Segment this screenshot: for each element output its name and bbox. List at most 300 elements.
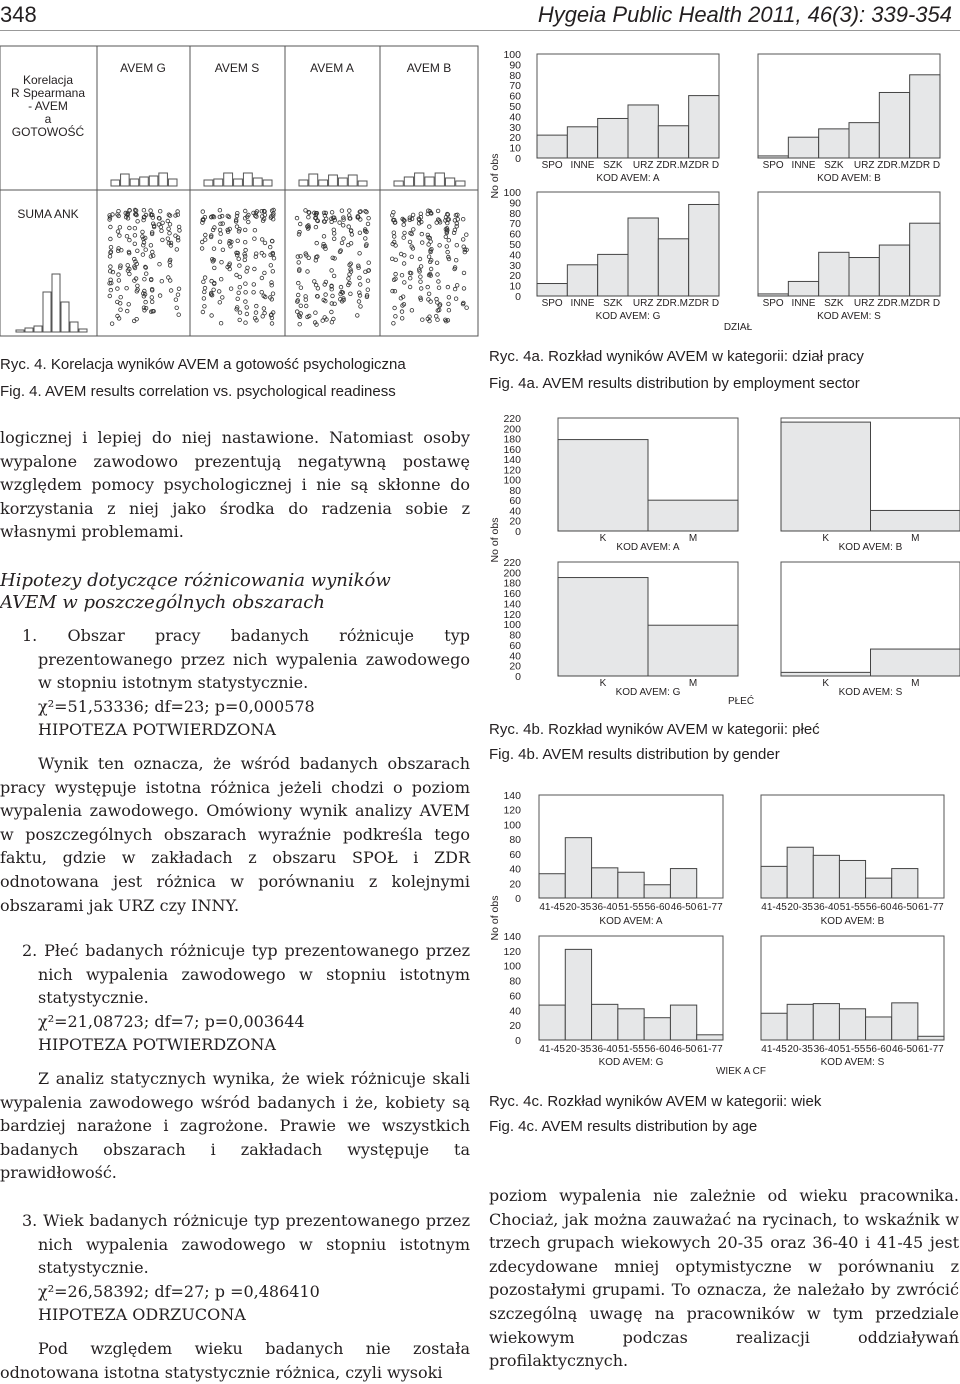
fig4c-panel-frame [761, 795, 944, 898]
fig4-scatter-point [116, 300, 120, 304]
fig4-scatter-point [314, 216, 318, 220]
fig4a-ytick-label: 60 [509, 91, 521, 103]
fig4-scatter-point [403, 281, 407, 285]
fig4-scatter-point [202, 218, 206, 222]
fig4-scatter-point [210, 279, 214, 283]
fig4-scatter-point [402, 236, 406, 240]
fig4-scatter-point [124, 211, 128, 215]
fig4-scatter-point [219, 222, 223, 226]
fig4-scatter-point [243, 228, 247, 232]
fig4c-caption-pl: Ryc. 4c. Rozkład wyników AVEM w kategorii: wiek [489, 1093, 821, 1110]
fig4-scatter-point [238, 318, 242, 322]
fig4a-category-label: ZDR D [910, 298, 941, 309]
fig4-hist-bar [329, 175, 338, 186]
fig4-scatter-point [167, 276, 171, 280]
fig4-scatter-point [437, 308, 441, 312]
fig4-scatter-point [403, 219, 407, 223]
fig4-scatter-point [418, 257, 422, 261]
fig4-scatter-point [169, 244, 173, 248]
fig4-scatter-point [412, 228, 416, 232]
fig4-scatter-point [330, 220, 334, 224]
fig4-scatter-point [202, 218, 206, 222]
fig4-scatter-point [218, 208, 222, 212]
fig4-scatter-point [298, 268, 302, 272]
fig4-scatter-point [260, 215, 264, 219]
fig4-scatter-point [324, 280, 328, 284]
fig4-scatter-point [455, 222, 459, 226]
fig4-scatter-point [236, 297, 240, 301]
fig4-column-label: AVEM B [407, 61, 451, 75]
fig4-scatter-point [119, 264, 123, 268]
fig4-scatter-point [453, 219, 457, 223]
fig4-scatter-point [420, 220, 424, 224]
fig4-scatter-point [314, 212, 318, 216]
fig4-scatter-point [201, 310, 205, 314]
fig4a-bar [879, 245, 909, 296]
fig4-scatter-point [220, 260, 224, 264]
fig4-scatter-point [408, 218, 412, 222]
fig4c-category-label: 51-55 [840, 1044, 866, 1055]
fig4-scatter-point [314, 213, 318, 217]
fig4-scatter-point [213, 266, 217, 270]
fig4c-category-label: 56-60 [866, 902, 892, 913]
fig4-scatter-point [436, 301, 440, 305]
fig4-hist-bar [25, 328, 33, 332]
fig4c-bar [866, 1017, 892, 1040]
fig4a-chart [489, 49, 940, 333]
fig4c-ytick-label: 20 [509, 1020, 521, 1032]
fig4-scatter-point [149, 213, 153, 217]
fig4-scatter-point [349, 270, 353, 274]
fig4-scatter-point [211, 214, 215, 218]
fig4-row-label: SUMA ANK [17, 207, 78, 221]
fig4-scatter-point [307, 224, 311, 228]
fig4-scatter-point [364, 244, 368, 248]
fig4-scatter-point [143, 289, 147, 293]
fig4-scatter-point [160, 279, 164, 283]
fig4-hist-bar [394, 181, 403, 186]
fig4-hist-bar [121, 174, 130, 186]
fig4a-bar [658, 239, 688, 296]
fig4-scatter-point [324, 247, 328, 251]
fig4a-bar [628, 105, 658, 158]
fig4-scatter-point [435, 297, 439, 301]
fig4c-ylabel: No of obs [489, 896, 501, 941]
fig4-scatter-point [434, 314, 438, 318]
fig4-scatter-point [307, 211, 311, 215]
fig4-scatter-point [227, 215, 231, 219]
fig4c-bar [866, 878, 892, 898]
fig4-scatter-point [169, 289, 173, 293]
fig4-scatter-point [135, 213, 139, 217]
fig4-scatter-point [347, 243, 351, 247]
fig4c-category-label: 46-50 [892, 1044, 918, 1055]
fig4-scatter-point [174, 298, 178, 302]
fig4-hist-bar [358, 181, 367, 186]
fig4a-category-label: ZDR D [689, 160, 720, 171]
fig4-scatter-point [243, 240, 247, 244]
fig4-scatter-point [119, 308, 123, 312]
fig4-scatter-point [419, 280, 423, 284]
fig4-scatter-point [128, 208, 132, 212]
fig4-scatter-point [149, 255, 153, 259]
fig4-scatter-point [462, 245, 466, 249]
fig4-scatter-point [339, 249, 343, 253]
fig4b-caption-en: Fig. 4b. AVEM results distribution by gender [489, 746, 780, 763]
chi-square-result: χ²=26,58392; df=27; p =0,486410 [0, 1280, 470, 1304]
fig4b-category-label: M [911, 678, 919, 689]
fig4-scatter-point [399, 296, 403, 300]
fig4c-category-label: 41-45 [761, 902, 787, 913]
fig4-scatter-point [136, 249, 140, 253]
fig4a-xlabel: DZIAŁ [724, 322, 753, 333]
fig4-scatter-point [151, 250, 155, 254]
fig4-scatter-point [254, 304, 258, 308]
fig4-scatter-point [210, 215, 214, 219]
fig4-scatter-point [268, 245, 272, 249]
fig4-scatter-point [428, 225, 432, 229]
fig4-scatter-point [151, 216, 155, 220]
fig4-hist-bar [263, 180, 272, 186]
fig4c-category-label: 36-40 [814, 1044, 840, 1055]
fig4-scatter-point [332, 216, 336, 220]
hypothesis-item: 2. Płeć badanych różnicuje typ prezentowanego przez nich wypalenia zawodowego w stopniu istotnym statystycznie. [0, 939, 470, 1010]
fig4-scatter-point [428, 236, 432, 240]
fig4-scatter-point [128, 209, 132, 213]
fig4-scatter-point [428, 260, 432, 264]
fig4-hist-bar [130, 179, 139, 186]
fig4b-ytick-label: 120 [503, 609, 521, 621]
fig4c-ytick-label: 80 [509, 976, 521, 988]
fig4c-panel-frame [539, 936, 723, 1040]
fig4-scatter-point [411, 247, 415, 251]
fig4a-bar [758, 156, 788, 158]
fig4b-panel-frame [781, 418, 960, 531]
fig4-scatter-point [270, 313, 274, 317]
fig4-scatter-point [128, 226, 132, 230]
fig4-scatter-point [461, 302, 465, 306]
fig4-scatter-point [324, 293, 328, 297]
fig4-hist-bar [404, 177, 413, 186]
fig4-scatter-point [128, 267, 132, 271]
fig4-scatter-point [238, 264, 242, 268]
fig4-scatter-point [151, 213, 155, 217]
fig4-scatter-point [363, 228, 367, 232]
fig4a-ytick-label: 20 [509, 270, 521, 282]
fig4-scatter-point [461, 238, 465, 242]
fig4-scatter-point [143, 309, 147, 313]
fig4-scatter-point [133, 265, 137, 269]
fig4c-chart [489, 790, 944, 1077]
chi-square-result: χ²=51,53336; df=23; p=0,000578 [0, 695, 470, 719]
fig4-scatter-point [438, 244, 442, 248]
fig4-scatter-point [210, 314, 214, 318]
fig4-scatter-point [144, 300, 148, 304]
fig4-scatter-point [394, 272, 398, 276]
fig4-scatter-point [174, 234, 178, 238]
fig4-scatter-point [364, 237, 368, 241]
fig4-scatter-point [304, 295, 308, 299]
fig4-scatter-point [427, 243, 431, 247]
fig4a-panel-name: KOD AVEM: B [817, 173, 881, 184]
fig4-hist-bar [159, 173, 168, 186]
fig4b-bar [781, 422, 871, 531]
fig4-scatter-point [177, 287, 181, 291]
fig4a-bar [849, 123, 879, 158]
fig4b-category-label: M [689, 533, 697, 544]
fig4-scatter-point [117, 279, 121, 283]
fig4-scatter-point [394, 277, 398, 281]
hypothesis-verdict: HIPOTEZA POTWIERDZONA [0, 718, 470, 742]
fig4-scatter-point [168, 231, 172, 235]
fig4-scatter-point [108, 218, 112, 222]
fig4-scatter-point [417, 222, 421, 226]
fig4-scatter-point [168, 214, 172, 218]
fig4-scatter-point [316, 219, 320, 223]
fig4-scatter-point [313, 280, 317, 284]
fig4-scatter-point [234, 220, 238, 224]
fig4-scatter-point [260, 238, 264, 242]
fig4-scatter-point [230, 240, 234, 244]
fig4-scatter-point [392, 278, 396, 282]
fig4-scatter-point [108, 216, 112, 220]
fig4-scatter-point [427, 292, 431, 296]
fig4a-category-label: INNE [792, 160, 816, 171]
fig4-scatter-point [444, 318, 448, 322]
fig4-scatter-point [436, 309, 440, 313]
fig4-scatter-point [429, 250, 433, 254]
fig4-scatter-point [332, 237, 336, 241]
fig4-scatter-point [408, 240, 412, 244]
fig4-scatter-point [143, 215, 147, 219]
fig4a-bar [537, 135, 567, 158]
fig4-scatter-point [453, 267, 457, 271]
fig4-scatter-point [150, 296, 154, 300]
fig4c-bar [670, 869, 696, 898]
fig4b-ytick-label: 0 [515, 526, 521, 538]
fig4-scatter-point [157, 216, 161, 220]
fig4-hist-bar [168, 179, 177, 186]
fig4-scatter-point [235, 306, 239, 310]
fig4-scatter-point [445, 227, 449, 231]
fig4-scatter-point [349, 229, 353, 233]
fig4-hist-bar [425, 177, 434, 186]
fig4-scatter-point [307, 226, 311, 230]
fig4-scatter-point [349, 217, 353, 221]
fig4-scatter-point [307, 210, 311, 214]
fig4-scatter-point [419, 265, 423, 269]
fig4-scatter-point [127, 303, 131, 307]
fig4-scatter-point [143, 277, 147, 281]
fig4-scatter-point [322, 220, 326, 224]
fig4-scatter-point [446, 212, 450, 216]
fig4-scatter-point [315, 241, 319, 245]
fig4-scatter-point [313, 211, 317, 215]
fig4-hist-bar [70, 322, 78, 332]
fig4-scatter-point [219, 277, 223, 281]
fig4-scatter-point [203, 286, 207, 290]
fig4-scatter-point [157, 223, 161, 227]
fig4-scatter-point [436, 318, 440, 322]
fig4-scatter-point [463, 248, 467, 252]
fig4-scatter-point [401, 304, 405, 308]
fig4c-ytick-label: 60 [509, 849, 521, 861]
fig4a-bar [819, 252, 849, 296]
fig4-scatter-point [143, 293, 147, 297]
fig4-scatter-point [245, 270, 249, 274]
fig4-scatter-point [176, 293, 180, 297]
fig4-scatter-point [263, 295, 267, 299]
fig4-scatter-point [229, 245, 233, 249]
fig4c-bar [644, 885, 670, 898]
fig4-scatter-point [429, 211, 433, 215]
fig4-scatter-point [144, 248, 148, 252]
fig4-scatter-point [126, 264, 130, 268]
fig4-scatter-point [150, 289, 154, 293]
fig4-scatter-point [111, 270, 115, 274]
fig4-scatter-point [453, 228, 457, 232]
fig4-scatter-point [323, 316, 327, 320]
fig4c-bar [761, 866, 787, 898]
fig4c-panel-name: KOD AVEM: S [821, 1057, 885, 1068]
fig4-scatter-point [245, 312, 249, 316]
fig4-scatter-point [295, 216, 299, 220]
fig4a-ytick-label: 50 [509, 239, 521, 251]
fig4b-xlabel: PŁEĆ [728, 694, 754, 707]
fig4-hist-bar [348, 175, 357, 186]
fig4-scatter-point [142, 208, 146, 212]
fig4c-panel-name: KOD AVEM: B [821, 916, 885, 927]
fig4b-panel-frame [558, 562, 738, 676]
fig4c-bar [918, 1036, 944, 1040]
fig4c-category-label: 61-77 [697, 1044, 723, 1055]
fig4a-ytick-label: 90 [509, 197, 521, 209]
fig4-scatter-point [330, 287, 334, 291]
fig4-scatter-point [324, 217, 328, 221]
fig4-scatter-point [366, 279, 370, 283]
fig4b-panel-name: KOD AVEM: B [839, 542, 903, 553]
fig4-scatter-point [454, 213, 458, 217]
fig4-scatter-point [136, 288, 140, 292]
fig4-scatter-point [427, 209, 431, 213]
fig4-scatter-point [133, 226, 137, 230]
fig4-scatter-point [117, 209, 121, 213]
fig4-hist-bar [214, 179, 223, 186]
fig4a-panel-name: KOD AVEM: G [596, 311, 661, 322]
fig4a-ytick-label: 90 [509, 59, 521, 71]
paragraph: Z analiz statycznych wynika, że wiek różnicuje skali wypalenia zawodowego wśród badanych i że, kobiety są bardziej narażone i zagrożone. Prawie we wszystkich badanych obszarach i zakładach występuje ta prawidłowość. [0, 1067, 470, 1185]
fig4-scatter-point [238, 311, 242, 315]
fig4b-panel [781, 562, 960, 698]
fig4-scatter-point [135, 317, 139, 321]
fig4-corner-line: a [45, 112, 52, 126]
fig4-scatter-point [296, 300, 300, 304]
fig4-scatter-point [177, 313, 181, 317]
fig4-scatter-point [270, 283, 274, 287]
fig4-scatter-point [359, 305, 363, 309]
fig4b-panel-name: KOD AVEM: S [839, 687, 903, 698]
fig4-scatter-point [426, 285, 430, 289]
fig4-scatter-point [144, 266, 148, 270]
fig4-scatter-point [403, 231, 407, 235]
fig4-scatter-point [454, 258, 458, 262]
fig4-scatter-point [168, 279, 172, 283]
fig4-scatter-point [149, 310, 153, 314]
fig4c-category-label: 20-35 [566, 1044, 592, 1055]
fig4-scatter-point [298, 315, 302, 319]
fig4-scatter-point [120, 248, 124, 252]
fig4-scatter-point [306, 225, 310, 229]
fig4-scatter-point [254, 311, 258, 315]
fig4-scatter-point [117, 214, 121, 218]
fig4-scatter-point [203, 215, 207, 219]
fig4-scatter-point [447, 296, 451, 300]
fig4-scatter-point [247, 213, 251, 217]
fig4-scatter-point [421, 318, 425, 322]
fig4-scatter-point [393, 221, 397, 225]
fig4c-panel [761, 795, 944, 927]
fig4-scatter-point [417, 268, 421, 272]
fig4b-ytick-label: 220 [503, 557, 521, 569]
fig4c-bar [787, 1004, 813, 1040]
fig4b-ytick-label: 100 [503, 619, 521, 631]
fig4-scatter-point [109, 278, 113, 282]
fig4-scatter-point [446, 250, 450, 254]
fig4-scatter-point [447, 257, 451, 261]
fig4-scatter-point [253, 267, 257, 271]
fig4-scatter-point [117, 317, 121, 321]
fig4-hist-bar [435, 173, 444, 186]
fig4b-category-label: K [822, 533, 829, 544]
fig4-scatter-point [409, 231, 413, 235]
fig4-scatter-point [465, 248, 469, 252]
fig4-scatter-point [408, 285, 412, 289]
fig4-scatter-point [270, 316, 274, 320]
fig4-scatter-point [453, 266, 457, 270]
fig4-scatter-point [358, 252, 362, 256]
fig4-scatter-point [348, 209, 352, 213]
fig4-scatter-point [331, 294, 335, 298]
fig4c-bar [592, 1004, 618, 1040]
fig4-scatter-point [299, 304, 303, 308]
fig4-scatter-point [364, 209, 368, 213]
fig4a-category-label: SPO [542, 160, 563, 171]
fig4b-ytick-label: 80 [509, 630, 521, 642]
fig4b-ytick-label: 180 [503, 434, 521, 446]
fig4-scatter-point [438, 304, 442, 308]
fig4-scatter-point [435, 221, 439, 225]
page-number: 348 [0, 2, 37, 28]
fig4-hist-bar [204, 180, 213, 186]
fig4a-panel [758, 192, 940, 322]
fig4-scatter-point [149, 277, 153, 281]
fig4-scatter-point [366, 222, 370, 226]
fig4-scatter-point [429, 240, 433, 244]
fig4-scatter-point [456, 218, 460, 222]
fig4c-category-label: 20-35 [566, 902, 592, 913]
fig4-scatter-point [393, 221, 397, 225]
fig4-scatter-point [446, 213, 450, 217]
fig4-scatter-point [359, 210, 363, 214]
fig4-scatter-point [226, 214, 230, 218]
fig4-scatter-point [177, 225, 181, 229]
fig4-scatter-point [133, 208, 137, 212]
fig4-scatter-point [306, 315, 310, 319]
fig4-scatter-point [261, 219, 265, 223]
fig4-scatter-point [454, 297, 458, 301]
fig4c-ytick-label: 0 [515, 893, 521, 905]
fig4-scatter-point [219, 321, 223, 325]
